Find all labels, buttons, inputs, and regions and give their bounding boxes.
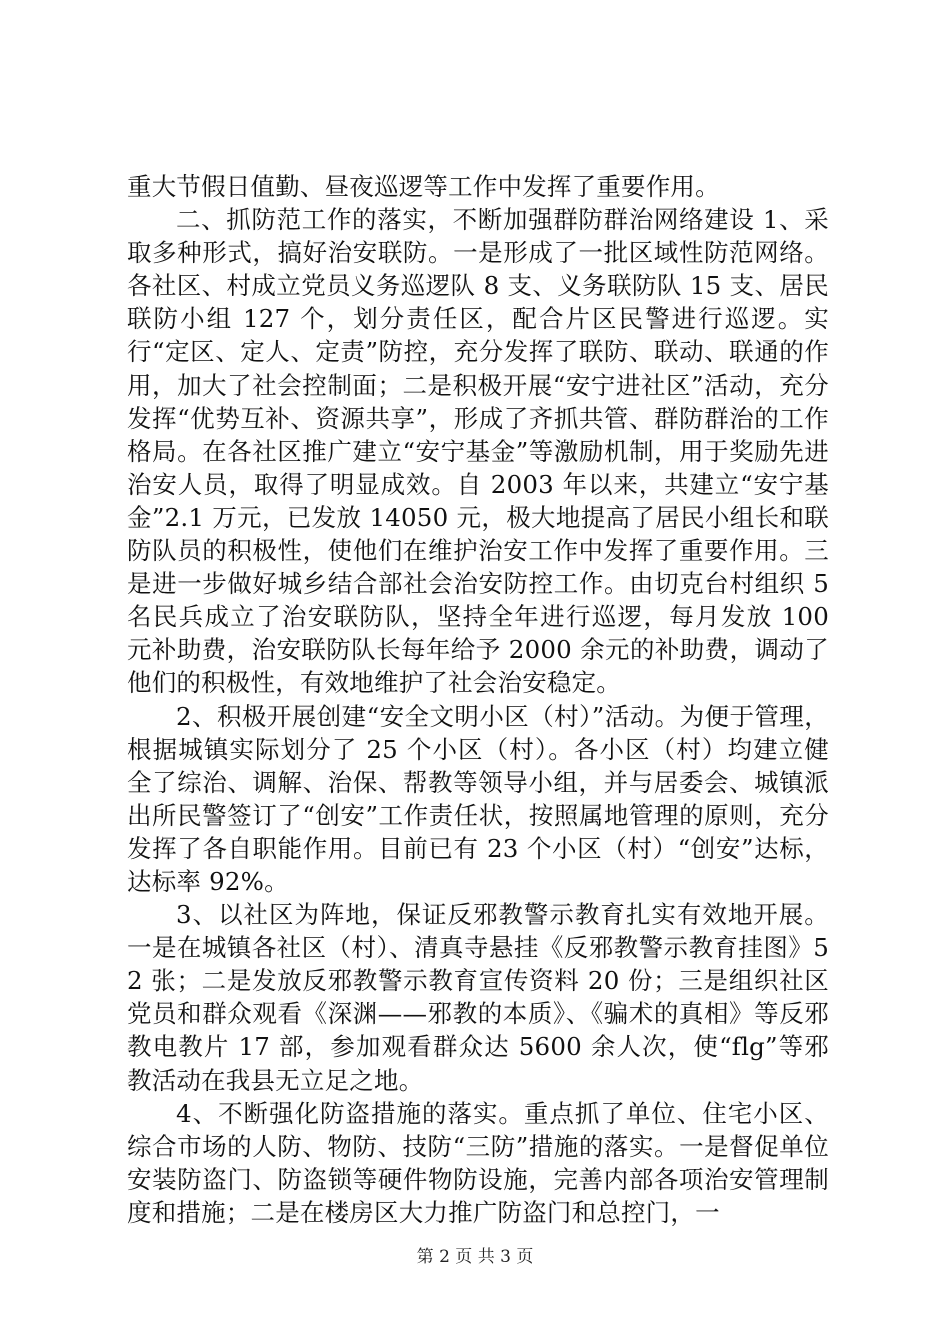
paragraph-item-three: 3、以社区为阵地，保证反邪教警示教育扎实有效地开展。一是在城镇各社区（村）、清真寺悬挂《反邪教警示教育挂图》52 张；二是发放反邪教警示教育宣传资料 20 份；三是组织社区党员和群众观看《深渊——邪教的本质》、《骗术的真相》等反邪教电教片 17 部，参加观看群众达 5600 余人次，使“flg”等邪教活动在我县无立足之地。 <box>127 900 829 1095</box>
document-body <box>127 170 829 1229</box>
paragraph-continuation: 重大节假日值勤、昼夜巡逻等工作中发挥了重要作用。 <box>127 172 720 201</box>
paragraph-item-two: 2、积极开展创建“安全文明小区（村）”活动。为便于管理，根据城镇实际划分了 25 个小区（村）。各小区（村）均建立健全了综治、调解、治保、帮教等领导小组，并与居委会、城镇派出所民警签订了“创安”工作责任状，按照属地管理的原则，充分发挥了各自职能作用。目前已有 23 个小区（村）“创安”达标，达标率 92%。 <box>127 701 829 896</box>
paragraph-section-two: 二、抓防范工作的落实，不断加强群防群治网络建设 1、采取多种形式，搞好治安联防。一是形成了一批区域性防范网络。各社区、村成立党员义务巡逻队 8 支、义务联防队 15 支、居民联防小组 127 个，划分责任区，配合片区民警进行巡逻。实行“定区、定人、定责”防控，充分发挥了联防、联动、联通的作用，加大了社会控制面；二是积极开展“安宁进社区”活动，充分发挥“优势互补、资源共享”，形成了齐抓共管、群防群治的工作格局。在各社区推广建立“安宁基金”等激励机制，用于奖励先进治安人员，取得了明显成效。自 2003 年以来，共建立“安宁基金”2.1 万元，已发放 14050 元，极大地提高了居民小组长和联防队员的积极性，使他们在维护治安工作中发挥了重要作用。三是进一步做好城乡结合部社会治安防控工作。由切克台村组织 5 名民兵成立了治安联防队，坚持全年进行巡逻，每月发放 100 元补助费，治安联防队长每年给予 2000 余元的补助费，调动了他们的积极性，有效地维护了社会治安稳定。 <box>127 205 829 698</box>
page-number-footer: 第 2 页 共 3 页 <box>416 1247 534 1267</box>
paragraph-item-four: 4、不断强化防盗措施的落实。重点抓了单位、住宅小区、综合市场的人防、物防、技防“三防”措施的落实。一是督促单位安装防盗门、防盗锁等硬件物防设施，完善内部各项治安管理制度和措施；二是在楼房区大力推广防盗门和总控门，一 <box>127 1098 829 1227</box>
